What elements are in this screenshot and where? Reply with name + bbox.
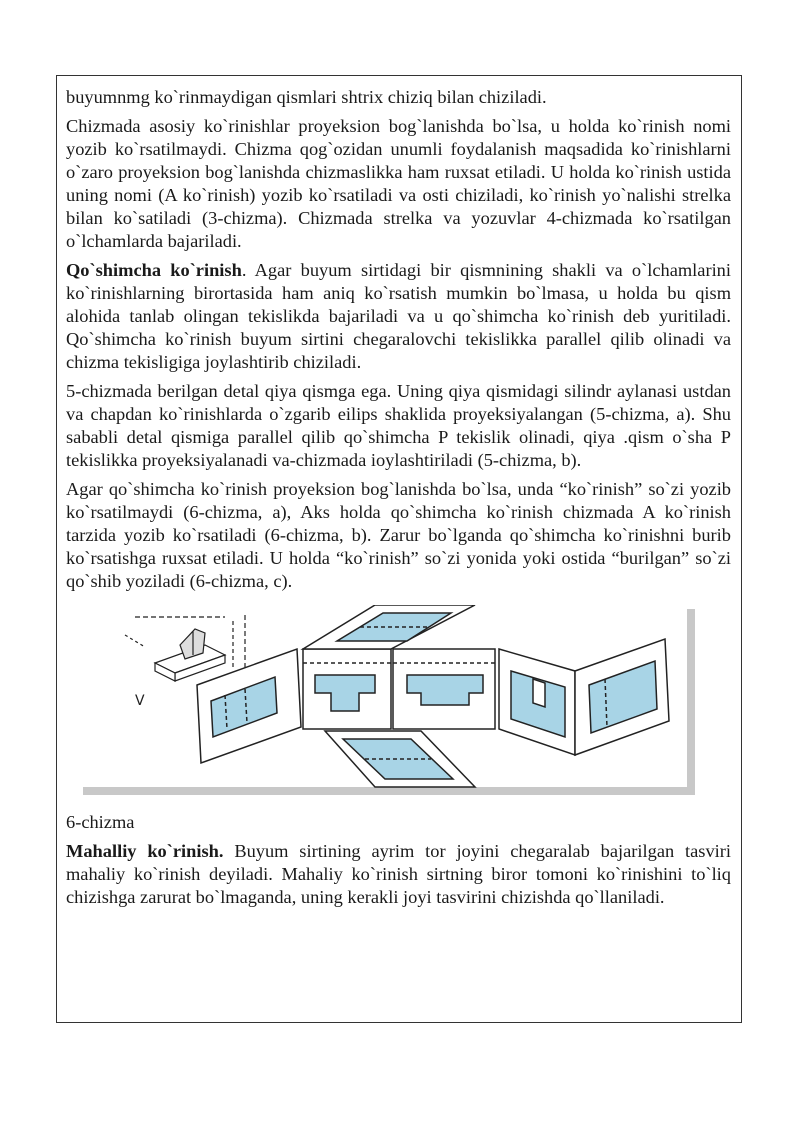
- term-mahalliy-korinish: Mahalliy ko`rinish.: [66, 841, 224, 861]
- figure-6-chizma: [75, 605, 695, 805]
- paragraph-1: buyumnmg ko`rinmaydigan qismlari shtrix chiziq bilan chiziladi.: [66, 87, 547, 107]
- panel-center-right: [393, 649, 495, 729]
- paragraph-3: [66, 259, 731, 374]
- svg-text:V: V: [135, 693, 145, 709]
- paragraph-3-text: . Agar buyum sirtidagi bir qismnining shakli va o`lchamlarini ko`rinishlarning birortasida ham aniq ko`rsatish mumkin bo`lmasa, u holda bu qism alohida tanlab olingan tekislikda bajariladi va u qo`shimcha ko`rinish deb yuritiladi. Qo`shimcha ko`rinish buyum sirtini chegaralovchi tekislikka parallel qilib olinadi va chizma tekisligiga joylashtirib chiziladi.: [66, 260, 731, 372]
- panel-bottom: [325, 731, 475, 787]
- panel-center-left: [303, 649, 391, 729]
- figure-shadow-bottom: [83, 787, 695, 795]
- panel-top: [303, 605, 475, 649]
- paragraph-6-text: Buyum sirtining ayrim tor joyini chegaralab bajarilgan tasviri mahaliy ko`rinish deyiladi. Mahaliy ko`rinish sirtning biror tomoni ko`rinishini to`liq chizishga zarurat bo`lmaganda, uning kerakli joyi tasvirini chizishda qo`llaniladi.: [66, 841, 731, 907]
- panel-right: [499, 649, 575, 755]
- paragraph-6: [66, 840, 731, 909]
- paragraph-5: Agar qo`shimcha ko`rinish proyeksion bog`lanishda bo`lsa, unda “ko`rinish” so`zi yozib ko`rsatilmaydi (6-chizma, a), Aks holda qo`shimcha ko`rinish chizmada A ko`rinish tarzida yozib ko`rsatiladi (6-chizma, b). Zarur bo`lganda qo`shimcha ko`rinishni burib ko`rsatishga ruxsat etiladi. U holda “ko`rinish” so`zi yonida yoki ostida “burilgan” so`zi qo`shib yoziladi (6-chizma, c).: [66, 479, 731, 591]
- page-frame: [56, 75, 742, 1023]
- figure-shadow-right: [687, 609, 695, 793]
- projection-drawing: [75, 605, 695, 795]
- figure-caption: 6-chizma: [66, 812, 135, 832]
- panel-far-right: [575, 639, 669, 755]
- paragraph-2: Chizmada asosiy ko`rinishlar proyeksion bog`lanishda bo`lsa, u holda ko`rinish nomi yozib ko`rsatilmaydi. Chizma qog`ozidan unumli foydalanish maqsadida ko`rinishlarni o`zaro proyeksion bog`lanishda chizmaslikka ham ruxsat etiladi. U holda ko`rinish ustida uning nomi (A ko`rinish) yozib ko`rsatiladi va osti chiziladi, ko`rinish yo`nalishi strelka bilan ko`satiladi (3-chizma). Chizmada strelka va yozuvlar 4-chizmada ko`rsatilgan o`lchamlarda bajariladi.: [66, 116, 731, 251]
- term-qoshimcha-korinish: Qo`shimcha ko`rinish: [66, 260, 242, 280]
- paragraph-4: 5-chizmada berilgan detal qiya qismga ega. Uning qiya qismidagi silindr aylanasi ustdan va chapdan ko`rinishlarda o`zgarib eilips shaklida proyeksiyalangan (5-chizma, a). Shu sababli detal qismiga parallel qilib qo`shimcha P tekislik olinadi, qiya .qism o`sha P tekislikka proyeksiyalanadi va-chizmada ioylashtiriladi (5-chizma, b).: [66, 381, 731, 470]
